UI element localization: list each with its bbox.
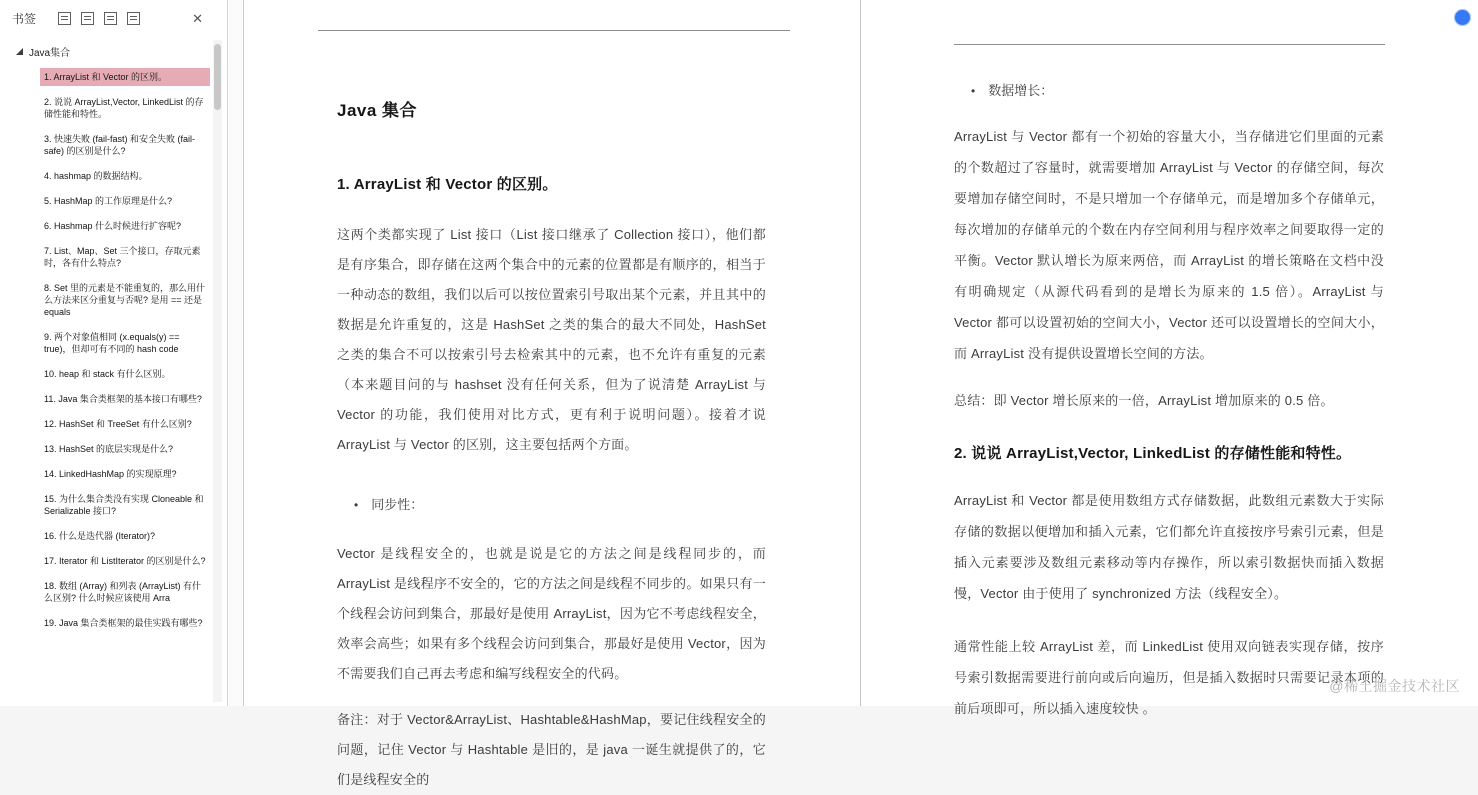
bookmarks-tree <box>0 36 227 706</box>
bookmark-item[interactable]: 16. 什么是迭代器 (Iterator)? <box>44 531 156 541</box>
paragraph: 总结：即 Vector 增长原来的一倍，ArrayList 增加原来的 0.5 倍。 <box>954 393 1334 408</box>
paragraph: 通常性能上较 ArrayList 差，而 LinkedList 使用双向链表实现存储，按序号索引数据需要进行前向或后向遍历，但是插入数据时只需要记录本项的前后项即可，所以插入速度较快 。 <box>954 639 1384 716</box>
bookmark-items <box>16 68 227 632</box>
bookmarks-panel <box>0 0 228 706</box>
bullet-label: 同步性： <box>371 497 424 512</box>
bullet-item <box>954 80 1384 99</box>
bookmark-item[interactable]: 13. HashSet 的底层实现是什么? <box>44 444 174 454</box>
bookmark-item[interactable]: 10. heap 和 stack 有什么区别。 <box>44 369 171 379</box>
bookmark-root-node[interactable] <box>16 44 227 59</box>
bookmark-item[interactable]: 17. Iterator 和 ListIterator 的区别是什么? <box>44 556 206 566</box>
close-icon[interactable] <box>192 12 203 25</box>
bullet-icon <box>971 84 975 98</box>
bookmark-item[interactable]: 5. HashMap 的工作原理是什么? <box>44 196 173 206</box>
document-title: Java 集合 <box>337 101 418 120</box>
bullet-label: 数据增长： <box>988 83 1054 98</box>
sidebar-scrollbar-thumb[interactable] <box>214 44 221 110</box>
thumbnail-panel-icon[interactable] <box>104 12 117 25</box>
expand-panel-icon[interactable] <box>58 12 71 25</box>
bookmarks-toolbar <box>0 0 227 36</box>
document-page-2 <box>861 0 1478 716</box>
bookmark-item[interactable]: 7. List、Map、Set 三个接口，存取元素时，各有什么特点? <box>44 246 201 268</box>
bookmark-item[interactable]: 14. LinkedHashMap 的实现原理? <box>44 469 177 479</box>
question-heading-1: 1. ArrayList 和 Vector 的区别。 <box>337 176 558 193</box>
bookmark-item[interactable]: 6. Hashmap 什么时候进行扩容呢? <box>44 221 182 231</box>
bookmark-item[interactable]: 19. Java 集合类框架的最佳实践有哪些? <box>44 618 203 628</box>
bookmark-item[interactable]: 11. Java 集合类框架的基本接口有哪些? <box>44 394 202 404</box>
document-page-1 <box>243 0 861 787</box>
bookmark-item[interactable]: 4. hashmap 的数据结构。 <box>44 171 148 181</box>
bookmarks-toolbar-icons <box>58 12 140 25</box>
paragraph: 备注：对于 Vector&ArrayList、Hashtable&HashMap，要记住线程安全的问题，记住 Vector 与 Hashtable 是旧的，是 java 一诞生就提供了的，它们是线程安全的 <box>337 712 766 787</box>
bookmark-item[interactable]: 12. HashSet 和 TreeSet 有什么区别? <box>44 419 192 429</box>
bullet-item <box>337 494 766 513</box>
paragraph: ArrayList 和 Vector 都是使用数组方式存储数据，此数组元素数大于实际存储的数据以便增加和插入元素，它们都允许直接按序号索引元素，但是插入元素要涉及数组元素移动等内存操作，所以索引数据快而插入数据慢，Vector 由于使用了 synchronized 方法（线程安全）。 <box>954 493 1384 601</box>
attachment-panel-icon[interactable] <box>127 12 140 25</box>
watermark: @稀土掘金技术社区 <box>1329 678 1460 694</box>
bookmark-item[interactable]: 15. 为什么集合类没有实现 Cloneable 和 Serializable 接口? <box>44 494 204 516</box>
bookmarks-title: 书签 <box>12 11 37 26</box>
extension-badge-icon[interactable] <box>1454 9 1471 26</box>
document-view <box>228 0 1478 787</box>
paragraph: Vector 是线程安全的，也就是说是它的方法之间是线程同步的，而 ArrayList 是线程序不安全的，它的方法之间是线程不同步的。如果只有一个线程会访问到集合，那最好是使用 ArrayList，因为它不考虑线程安全，效率会高些；如果有多个线程会访问到集合，那最好是使用 Vector，因为不需要我们自己再去考虑和编写线程安全的代码。 <box>337 546 766 681</box>
collapse-panel-icon[interactable] <box>81 12 94 25</box>
paragraph: 这两个类都实现了 List 接口（List 接口继承了 Collection 接口），他们都是有序集合，即存储在这两个集合中的元素的位置都是有顺序的，相当于一种动态的数组，我们以后可以按位置索引号取出某个元素，并且其中的数据是允许重复的，这是 HashSet 之类的集合的最大不同处，HashSet 之类的集合不可以按索引号去检索其中的元素，也不允许有重复的元素（本来题目问的与 hashset 没有任何关系，但为了说清楚 ArrayList 与 Vector 的功能，我们使用对比方式，更有利于说明问题）。接着才说 ArrayList 与 Vector 的区别，这主要包括两个方面。 <box>337 227 766 452</box>
bullet-icon <box>354 498 358 512</box>
page-2-content <box>954 0 1384 724</box>
bookmark-item[interactable]: 2. 说说 ArrayList,Vector, LinkedList 的存储性能和特性。 <box>44 97 204 119</box>
bookmark-item[interactable]: 9. 两个对象值相同 (x.equals(y) == true)，但却可有不同的 hash code <box>44 332 180 354</box>
bookmark-root-label: Java集合 <box>29 48 71 59</box>
bookmark-item[interactable]: 3. 快速失败 (fail-fast) 和安全失败 (fail-safe) 的区别是什么? <box>44 134 196 156</box>
page-1-content <box>337 0 766 795</box>
question-heading-2: 2. 说说 ArrayList,Vector, LinkedList 的存储性能和特性。 <box>954 445 1352 462</box>
paragraph: ArrayList 与 Vector 都有一个初始的容量大小，当存储进它们里面的元素的个数超过了容量时，就需要增加 ArrayList 与 Vector 的存储空间，每次要增加存储空间时，不是只增加一个存储单元，而是增加多个存储单元，每次增加的存储单元的个数在内存空间利用与程序效率之间要取得一定的平衡。Vector 默认增长为原来两倍，而 ArrayList 的增长策略在文档中没有明确规定（从源代码看到的是增长为原来的 1.5 倍）。ArrayList 与 Vector 都可以设置初始的空间大小，Vector 还可以设置增长的空间大小，而 ArrayList 没有提供设置增长空间的方法。 <box>954 129 1384 361</box>
expanded-triangle-icon <box>16 48 23 55</box>
bookmark-item[interactable]: 8. Set 里的元素是不能重复的，那么用什么方法来区分重复与否呢? 是用 == 还是 equals <box>44 283 206 317</box>
bookmark-item[interactable]: 1. ArrayList 和 Vector 的区别。 <box>40 68 210 86</box>
bookmark-item[interactable]: 18. 数组 (Array) 和列表 (ArrayList) 有什么区别? 什么时候应该使用 Arra <box>44 581 202 603</box>
sidebar-scrollbar[interactable] <box>213 40 222 702</box>
